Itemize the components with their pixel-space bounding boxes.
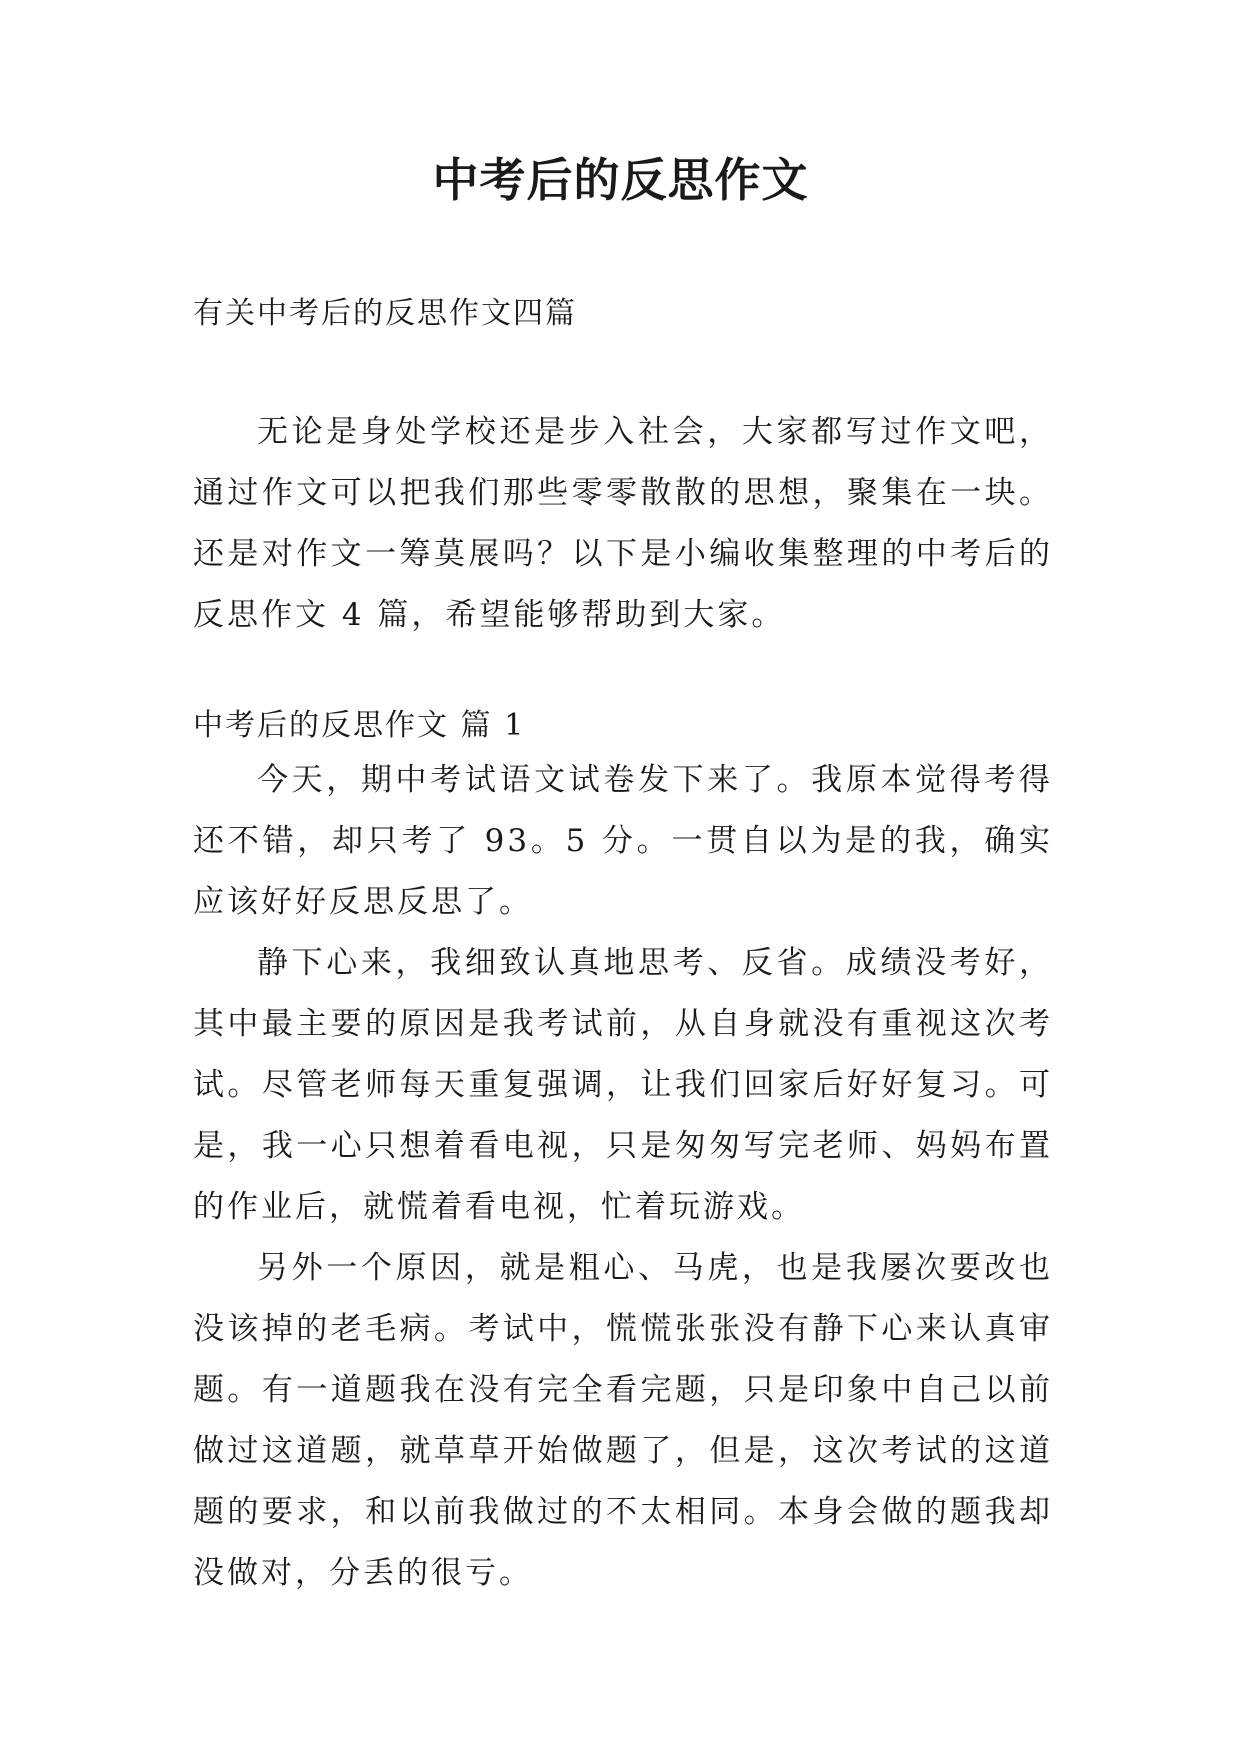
body-paragraph-3: 另外一个原因，就是粗心、马虎，也是我屡次要改也没该掉的老毛病。考试中，慌慌张张没有静下心来认真审题。有一道题我在没有完全看完题，只是印象中自己以前做过这道题，就草草开始做题了，但是，这次考试的这道题的要求，和以前我做过的不太相同。本身会做的题我却没做对，分丢的很亏。 xyxy=(193,1250,1053,1591)
intro-block xyxy=(193,402,1053,646)
essay-body xyxy=(193,750,1053,1604)
document-subtitle: 有关中考后的反思作文四篇 xyxy=(193,296,577,331)
body-paragraph-1: 今天，期中考试语文试卷发下来了。我原本觉得考得还不错，却只考了 93。5 分。一贯自以为是的我，确实应该好好反思反思了。 xyxy=(193,762,1053,920)
document-title: 中考后的反思作文 xyxy=(432,153,809,207)
intro-paragraph: 无论是身处学校还是步入社会，大家都写过作文吧，通过作文可以把我们那些零零散散的思想，聚集在一块。还是对作文一筹莫展吗？以下是小编收集整理的中考后的反思作文 4 篇，希望能够帮助到大家。 xyxy=(193,414,1053,633)
body-paragraph-2: 静下心来，我细致认真地思考、反省。成绩没考好，其中最主要的原因是我考试前，从自身就没有重视这次考试。尽管老师每天重复强调，让我们回家后好好复习。可是，我一心只想着看电视，只是匆匆写完老师、妈妈布置的作业后，就慌着看电视，忙着玩游戏。 xyxy=(193,945,1053,1225)
section-heading: 中考后的反思作文 篇 1 xyxy=(193,708,526,743)
